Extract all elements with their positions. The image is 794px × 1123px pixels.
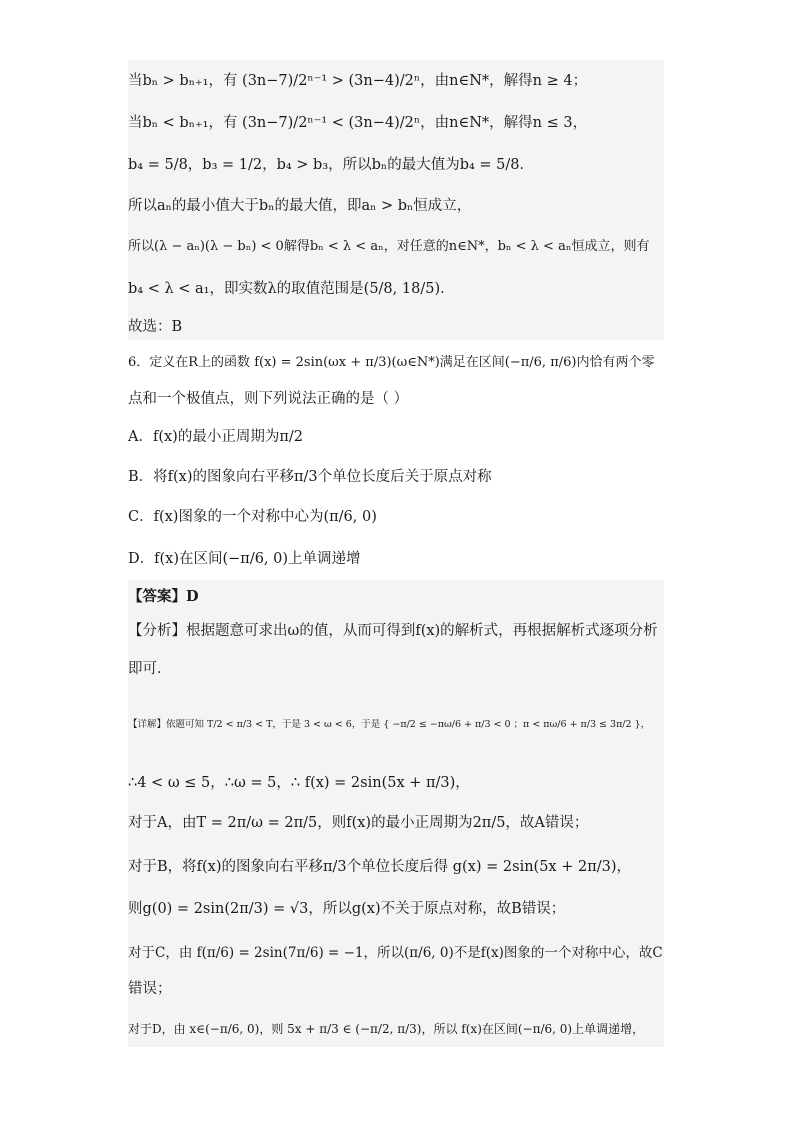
analysis-line1: 【分析】根据题意可求出ω的值，从而可得到f(x)的解析式，再根据解析式逐项分析 [128,623,658,639]
text-line: b₄ < λ < a₁，即实数λ的取值范围是(5/8, 18/5)． [128,281,455,297]
detail-line6: 对于C，由 f(π/6) = 2sin(7π/6) = −1，所以(π/6, 0)不是f(x)图象的一个对称中心，故C [128,945,663,961]
detail-line5: 则g(0) = 2sin(2π/3) = √3，所以g(x)不关于原点对称，故B错误； [128,901,566,917]
text-line: 当bₙ > bₙ₊₁，有 (3n−7)/2ⁿ⁻¹ > (3n−4)/2ⁿ，由n∈N*，解得n ≥ 4； [128,73,588,89]
final-choice: 故选：B [128,319,183,335]
option-c: C．f(x)图象的一个对称中心为(π/6, 0) [128,509,377,525]
option-d: D．f(x)在区间(−π/6, 0)上单调递增 [128,551,361,567]
question-6-stem-line2: 点和一个极值点，则下列说法正确的是（ ） [128,391,409,407]
analysis-line2: 即可． [128,661,172,677]
detail-line3: 对于A，由T = 2π/ω = 2π/5，则f(x)的最小正周期为2π/5，故A错误； [128,815,589,831]
detail-line1: 【详解】依题可知 T/2 < π/3 < T，于是 3 < ω < 6，于是 { −π/2 ≤ −πω/6 + π/3 < 0 ；π < πω/6 + π/3 ≤ 3π/2 }， [128,719,651,730]
detail-line7: 错误； [128,981,172,997]
text-line: 所以(λ − aₙ)(λ − bₙ) < 0解得bₙ < λ < aₙ，对任意的n∈N*，bₙ < λ < aₙ恒成立，则有 [128,239,650,254]
text-line: 所以aₙ的最小值大于bₙ的最大值，即aₙ > bₙ恒成立， [128,198,472,214]
detail-line8: 对于D，由 x∈(−π/6, 0)，则 5x + π/3 ∈ (−π/2, π/3)，所以 f(x)在区间(−π/6, 0)上单调递增， [128,1022,645,1036]
option-a: A．f(x)的最小正周期为π/2 [128,429,303,445]
detail-line2: ∴4 < ω ≤ 5，∴ω = 5，∴ f(x) = 2sin(5x + π/3)， [128,775,470,791]
answer-label: 【答案】D [128,588,199,605]
detail-line4: 对于B，将f(x)的图象向右平移π/3个单位长度后得 g(x) = 2sin(5x + 2π/3)， [128,859,631,875]
text-line: 当bₙ < bₙ₊₁，有 (3n−7)/2ⁿ⁻¹ < (3n−4)/2ⁿ，由n∈N*，解得n ≤ 3， [128,115,588,131]
question-6-stem-line1: 6．定义在R上的函数 f(x) = 2sin(ωx + π/3)(ω∈N*)满足在区间(−π/6, π/6)内恰有两个零 [128,355,655,370]
option-b: B．将f(x)的图象向右平移π/3个单位长度后关于原点对称 [128,469,492,485]
text-line: b₄ = 5/8，b₃ = 1/2，b₄ > b₃，所以bₙ的最大值为b₄ = 5/8． [128,157,535,173]
